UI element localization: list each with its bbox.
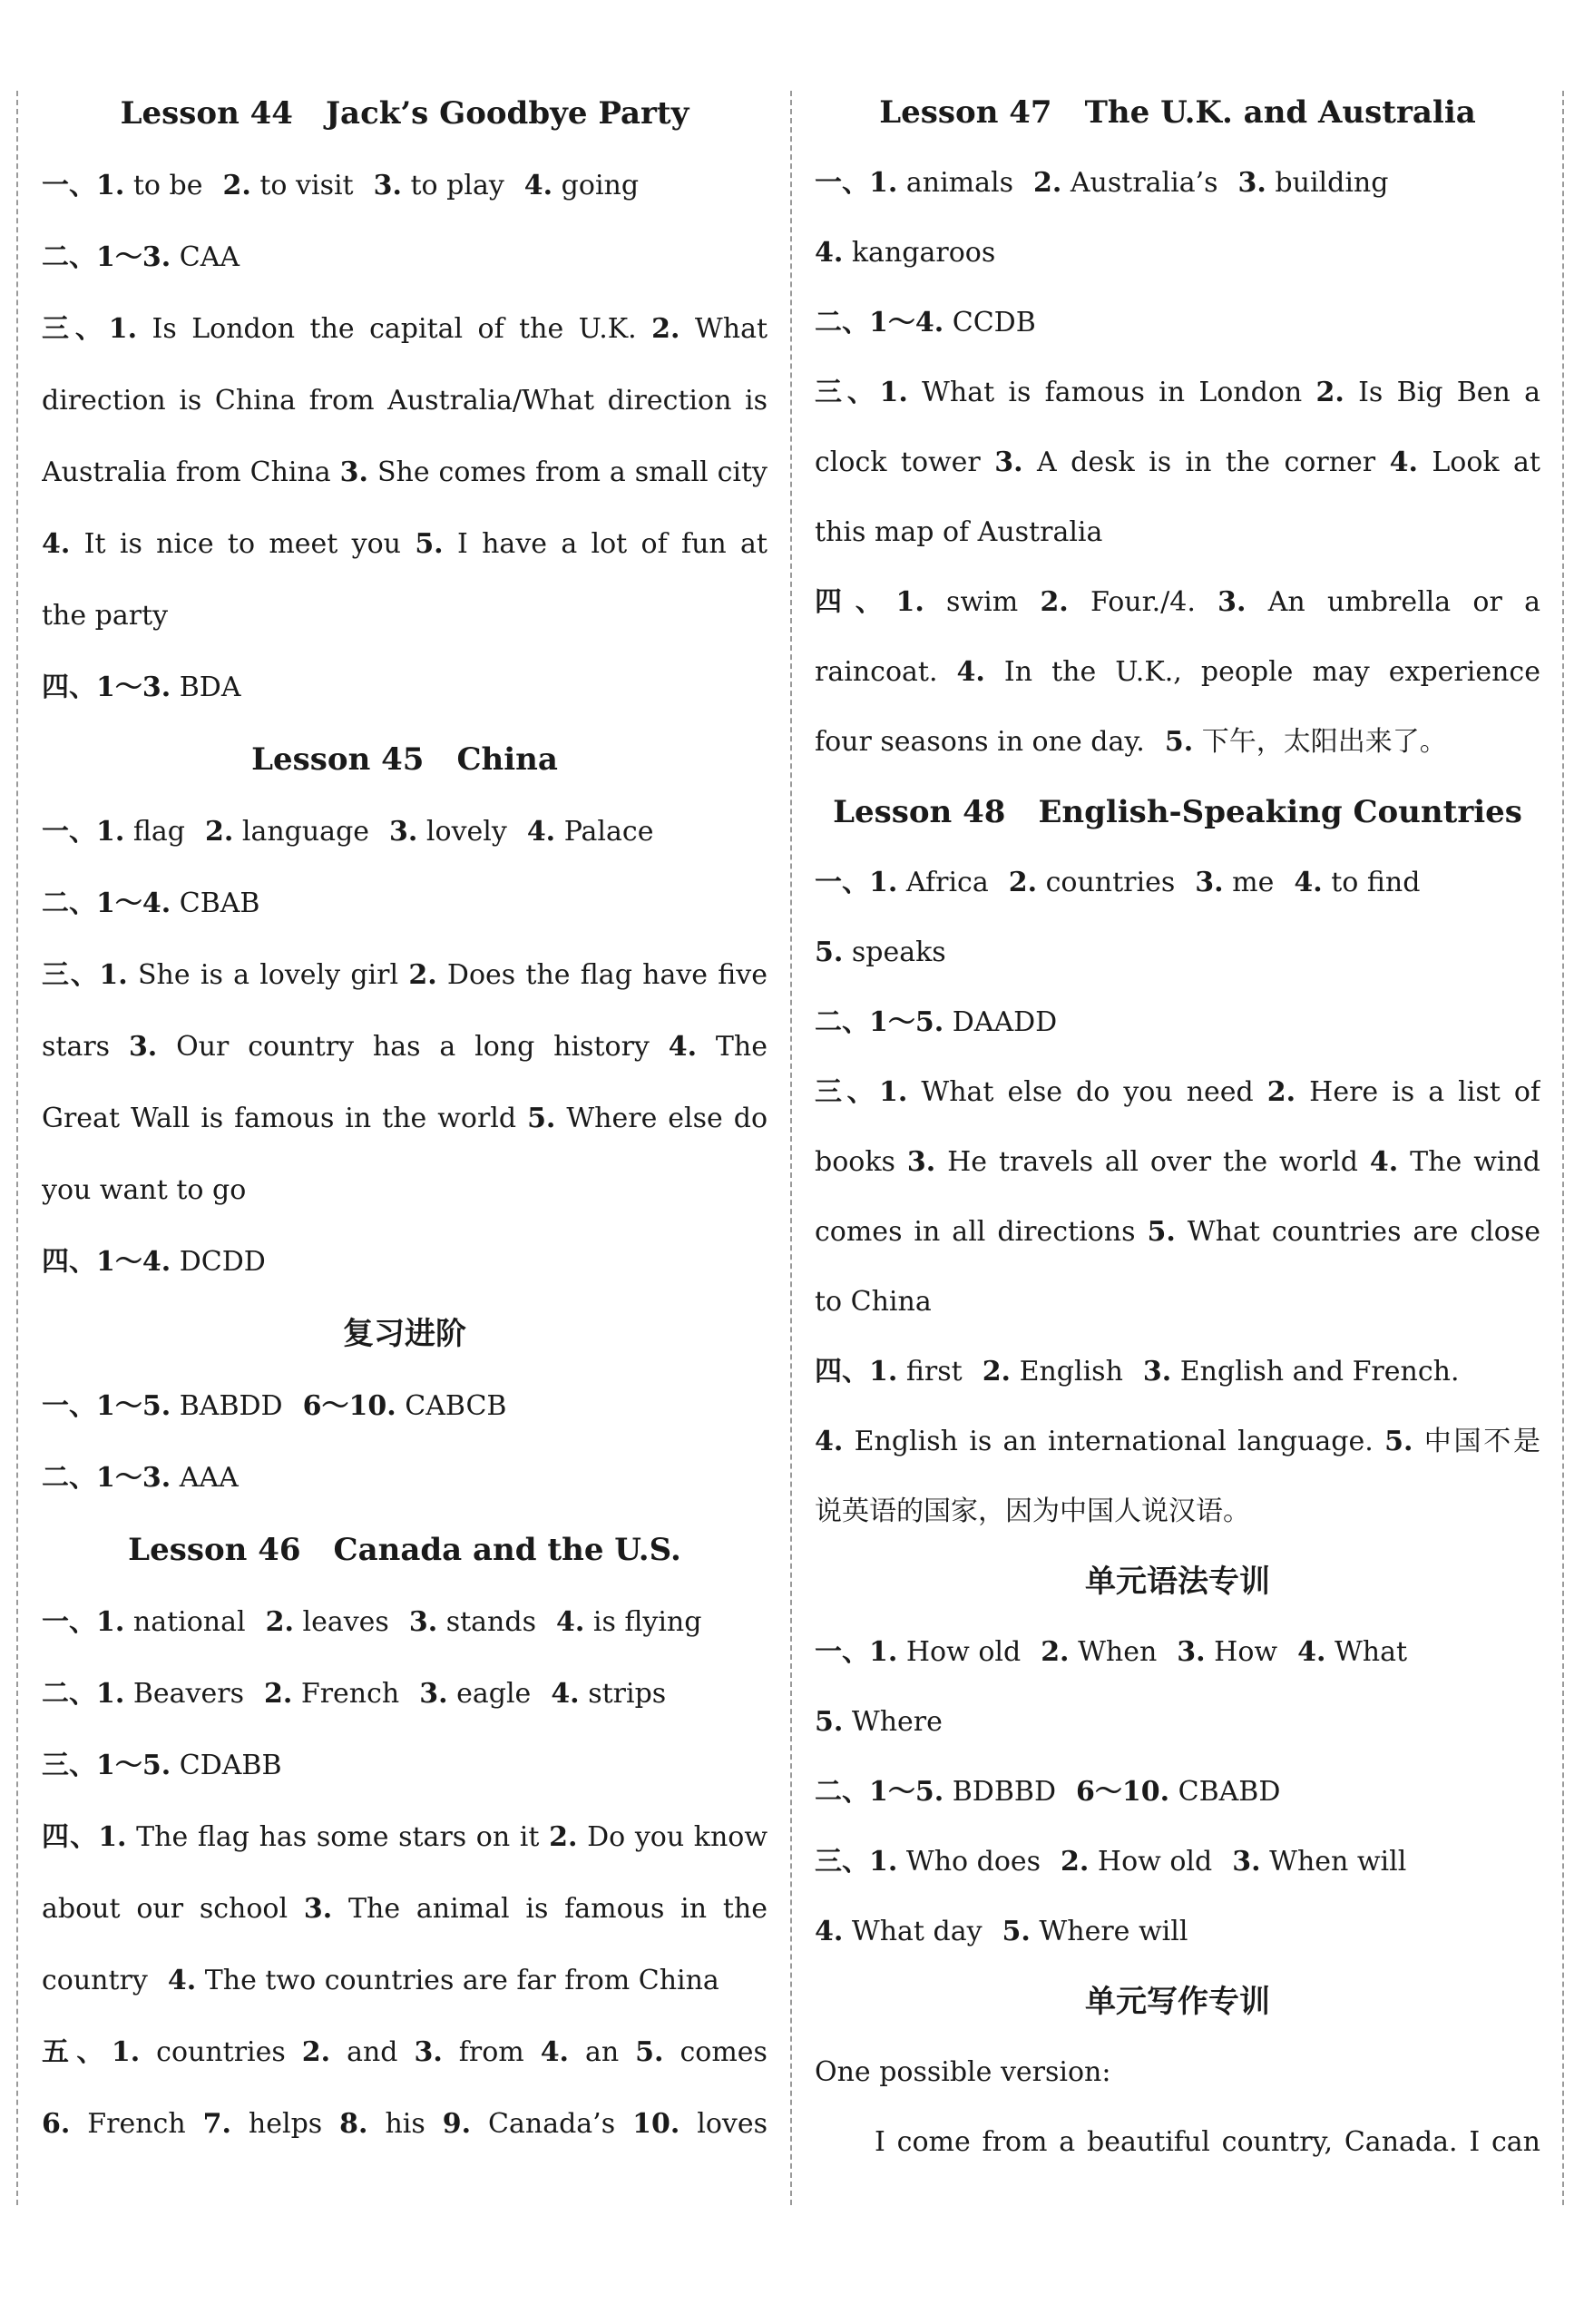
answer-line: 四、1. first 2. English 3. English and French.: [815, 1356, 1460, 1388]
answer-line: One possible version:: [815, 2056, 1111, 2088]
answer-line: 一、1. flag 2. language 3. lovely 4. Palace: [42, 816, 654, 848]
left-margin-line: [16, 91, 18, 2205]
answer-line: 说英语的国家，因为中国人说汉语。: [815, 1495, 1250, 1527]
answer-line: about our school 3. The animal is famous in the: [42, 1893, 768, 1925]
answer-line: 二、1～5. DAADD: [815, 1006, 1058, 1038]
answer-line: to China: [815, 1286, 932, 1318]
answer-line: 三、1～5. CDABB: [42, 1750, 282, 1781]
answer-line: four seasons in one day. 5. 下午，太阳出来了。: [815, 726, 1447, 758]
writing-title: 单元写作专训: [1085, 1984, 1270, 2020]
answer-line: 五、1. countries 2. and 3. from 4. an 5. comes: [42, 2036, 768, 2068]
answer-line: I come from a beautiful country, Canada. I can: [875, 2126, 1540, 2158]
answer-line: 6. French 7. helps 8. his 9. Canada’s 10. loves: [42, 2108, 768, 2140]
answer-line: stars 3. Our country has a long history 4. The: [42, 1031, 768, 1063]
answer-line: 4. kangaroos: [815, 237, 996, 269]
answer-line: 一、1. How old 2. When 3. How 4. What: [815, 1636, 1408, 1668]
lesson-46-title: Lesson 46 Canada and the U.S.: [128, 1532, 681, 1568]
answer-line: 一、1～5. BABDD 6～10. CABCB: [42, 1390, 507, 1422]
answer-line: 4. What day 5. Where will: [815, 1916, 1188, 1947]
review-title: 复习进阶: [343, 1316, 466, 1352]
answer-line: 四、1. The flag has some stars on it 2. Do you know: [42, 1821, 768, 1853]
right-margin-line: [1562, 91, 1564, 2205]
answer-line: 二、1～5. BDBBD 6～10. CBABD: [815, 1776, 1281, 1808]
answer-line: 5. speaks: [815, 936, 946, 968]
answer-line: 三、1. Who does 2. How old 3. When will: [815, 1846, 1407, 1878]
lesson-44-title: Lesson 44 Jack’s Goodbye Party: [120, 95, 689, 132]
answer-line: 二、1～3. AAA: [42, 1462, 239, 1494]
answer-line: country 4. The two countries are far from China: [42, 1965, 719, 1996]
answer-line: books 3. He travels all over the world 4. The wind: [815, 1146, 1540, 1178]
grammar-title: 单元语法专训: [1085, 1564, 1270, 1600]
answer-line: 三、1. What else do you need 2. Here is a list of: [815, 1076, 1540, 1108]
answer-line: 四、1. swim 2. Four./4. 3. An umbrella or a: [815, 586, 1540, 618]
answer-line: 4. English is an international language. 5. 中国不是: [815, 1426, 1540, 1457]
answer-line: comes in all directions 5. What countries are close: [815, 1216, 1540, 1248]
answer-line: 一、1. national 2. leaves 3. stands 4. is flying: [42, 1606, 702, 1638]
answer-line: this map of Australia: [815, 516, 1103, 548]
answer-line: 三、1. What is famous in London 2. Is Big Ben a: [815, 377, 1540, 408]
answer-line: Great Wall is famous in the world 5. Where else do: [42, 1103, 768, 1134]
answer-line: 二、1. Beavers 2. French 3. eagle 4. strips: [42, 1678, 667, 1710]
right-column: [815, 77, 1540, 2177]
answer-line: the party: [42, 600, 169, 632]
answer-line: clock tower 3. A desk is in the corner 4. Look at: [815, 446, 1540, 478]
answer-line: 三、1. She is a lovely girl 2. Does the flag have five: [42, 959, 768, 991]
answer-line: 5. Where: [815, 1706, 943, 1738]
answer-line: Australia from China 3. She comes from a small city: [42, 456, 768, 488]
answer-line: 三、1. Is London the capital of the U.K. 2. What: [42, 313, 768, 345]
answer-line: 二、1～3. CAA: [42, 241, 240, 273]
lesson-47-title: Lesson 47 The U.K. and Australia: [879, 94, 1476, 131]
lesson-45-title: Lesson 45 China: [251, 741, 558, 778]
answer-line: 二、1～4. CBAB: [42, 887, 260, 919]
answer-line: you want to go: [42, 1174, 247, 1206]
answer-line: 四、1～4. DCDD: [42, 1246, 266, 1278]
answer-line: direction is China from Australia/What direction is: [42, 385, 768, 417]
answer-line: 一、1. to be 2. to visit 3. to play 4. going: [42, 170, 640, 201]
answer-line: 二、1～4. CCDB: [815, 307, 1036, 338]
lesson-48-title: Lesson 48 English-Speaking Countries: [833, 794, 1522, 830]
left-column: [42, 77, 768, 2160]
answer-line: raincoat. 4. In the U.K., people may experience: [815, 656, 1540, 688]
answer-line: 一、1. animals 2. Australia’s 3. building: [815, 167, 1389, 199]
answer-line: 4. It is nice to meet you 5. I have a lot of fun at: [42, 528, 768, 560]
column-divider: [790, 91, 792, 2205]
answer-line: 四、1～3. BDA: [42, 672, 241, 703]
answer-line: 一、1. Africa 2. countries 3. me 4. to find: [815, 867, 1421, 898]
